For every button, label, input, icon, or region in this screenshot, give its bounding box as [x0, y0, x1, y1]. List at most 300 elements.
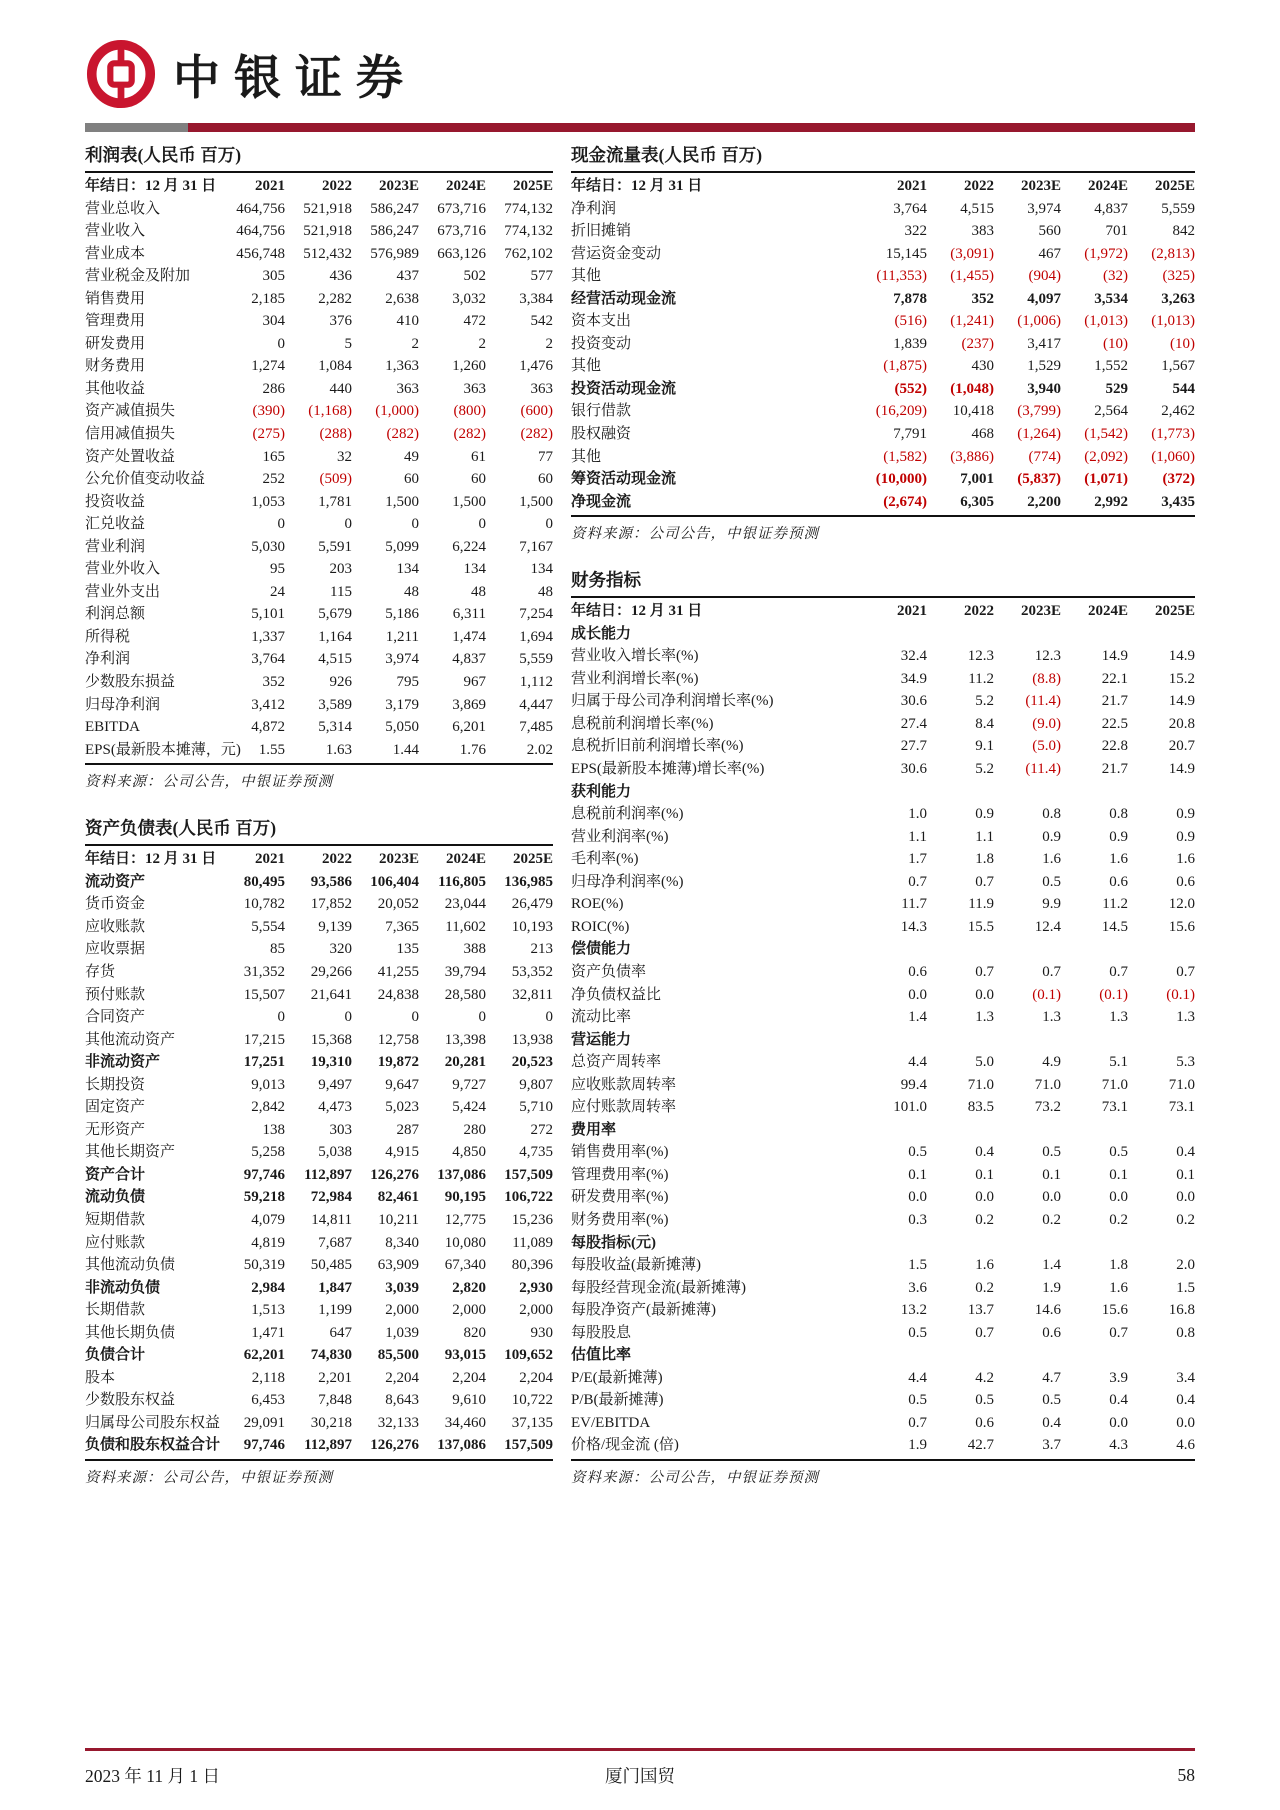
header-year: 2024E [1087, 603, 1128, 620]
row-value: 2,204 [519, 1369, 553, 1386]
row-value: 5.0 [975, 1054, 994, 1071]
row-value: 7,254 [519, 606, 553, 623]
row-value: 1,164 [318, 628, 352, 645]
row-value: (509) [319, 471, 352, 488]
row-value: 20,052 [377, 896, 419, 913]
row-value: 5,186 [385, 606, 419, 623]
row-value: 795 [396, 674, 419, 691]
row-value: 3,869 [452, 696, 486, 713]
header-year: 2025E [512, 178, 553, 194]
table-row [571, 645, 1195, 668]
row-value: 37,135 [511, 1414, 553, 1431]
row-value: 9,013 [251, 1076, 285, 1093]
row-value: 5.2 [975, 761, 994, 778]
report-date: 2023 年 11 月 1 日 [85, 1766, 220, 1786]
row-value: 134 [463, 561, 486, 578]
row-value: 0 [344, 516, 352, 533]
row-value: 20,523 [511, 1054, 553, 1071]
table-row [571, 310, 1195, 333]
row-value: 13,938 [511, 1031, 553, 1048]
row-value: 0.0 [1109, 1414, 1128, 1431]
row-value: 774,132 [504, 223, 553, 240]
table-row [571, 288, 1195, 311]
row-value: 60 [404, 471, 419, 488]
row-value: 2 [411, 335, 419, 352]
row-value: 17,852 [310, 896, 352, 913]
row-value: 71.0 [1034, 1076, 1061, 1093]
row-value: 1.44 [392, 741, 419, 758]
row-value: 287 [396, 1121, 419, 1138]
table-row [85, 558, 553, 581]
row-value: 50,319 [243, 1257, 285, 1274]
row-value: 305 [262, 268, 285, 285]
row-value: 0.5 [908, 1144, 927, 1161]
row-value: 436 [329, 268, 352, 285]
row-value: 0.1 [975, 1166, 994, 1183]
table-row [85, 1186, 553, 1209]
row-value: 774,132 [504, 200, 553, 217]
table-body [85, 871, 553, 1461]
row-value: 5,101 [251, 606, 285, 623]
row-label: 每股指标(元) [571, 1234, 656, 1251]
row-label: P/B(最新摊薄) [571, 1392, 664, 1409]
row-value: 3.9 [1109, 1369, 1128, 1386]
row-value: 7,485 [519, 719, 553, 736]
row-value: 7,791 [893, 426, 927, 443]
row-value: 0.4 [1042, 1414, 1061, 1431]
row-value: (1,048) [950, 380, 994, 397]
table-row [571, 355, 1195, 378]
row-value: 30,218 [310, 1414, 352, 1431]
row-label: 成长能力 [571, 625, 632, 642]
row-value: 80,396 [511, 1257, 553, 1274]
table-row [85, 671, 553, 694]
row-value: 842 [1172, 223, 1195, 240]
row-value: (1,241) [950, 313, 994, 330]
table-row [85, 916, 553, 939]
row-value: 12.4 [1034, 918, 1061, 935]
row-value: 388 [463, 941, 486, 958]
row-value: 0.2 [1042, 1211, 1061, 1228]
row-value: 0.1 [1176, 1166, 1195, 1183]
table-row [571, 961, 1195, 984]
header-label: 年结日：12 月 31 日 [85, 851, 217, 868]
table-row [85, 1051, 553, 1074]
row-label: 应收账款周转率 [571, 1076, 677, 1093]
row-value: 464,756 [236, 200, 285, 217]
row-value: 5,023 [385, 1099, 419, 1116]
row-value: 1.1 [975, 828, 994, 845]
row-value: 456,748 [236, 245, 285, 262]
row-label: 流动资产 [85, 873, 146, 890]
boc-emblem-icon [85, 38, 157, 110]
row-label: 利润总额 [85, 606, 146, 623]
row-value: (1,013) [1151, 313, 1195, 330]
row-value: 14.6 [1034, 1302, 1061, 1319]
table-row [571, 1367, 1195, 1390]
row-value: 0 [277, 335, 285, 352]
row-value: 1,781 [318, 493, 352, 510]
table-body [571, 198, 1195, 518]
section-row [571, 1119, 1195, 1142]
row-value: 529 [1105, 380, 1128, 397]
row-value: 15,368 [310, 1031, 352, 1048]
row-label: 固定资产 [85, 1099, 146, 1116]
row-value: 80,495 [243, 873, 285, 890]
row-value: 4,473 [318, 1099, 352, 1116]
table-row [85, 355, 553, 378]
row-value: 19,872 [377, 1054, 419, 1071]
row-value: 137,086 [437, 1166, 486, 1183]
left-column [85, 141, 553, 1510]
row-value: (11.4) [1025, 693, 1061, 710]
row-value: (372) [1162, 471, 1195, 488]
row-value: 0.0 [1042, 1189, 1061, 1206]
row-value: (282) [520, 426, 553, 443]
header-year: 2021 [897, 178, 927, 194]
balance-sheet-table [85, 814, 553, 1487]
row-label: 总资产周转率 [571, 1054, 662, 1071]
row-label: 偿债能力 [571, 941, 632, 958]
table-row [85, 288, 553, 311]
row-value: (1,071) [1084, 471, 1128, 488]
row-value: 967 [463, 674, 486, 691]
table-row [85, 536, 553, 559]
row-value: 90,195 [444, 1189, 486, 1206]
row-value: (5.0) [1032, 738, 1061, 755]
row-label: 非流动资产 [85, 1054, 161, 1071]
row-value: (288) [319, 426, 352, 443]
table-row [85, 1254, 553, 1277]
row-value: 85 [270, 941, 285, 958]
row-value: 0 [277, 516, 285, 533]
row-value: (11,353) [876, 268, 927, 285]
row-label: 资产减值损失 [85, 403, 176, 420]
row-label: 营运资金变动 [571, 245, 662, 262]
row-label: 每股股息 [571, 1324, 632, 1341]
table-row [571, 378, 1195, 401]
row-value: 0.5 [975, 1392, 994, 1409]
row-value: 0.6 [1042, 1324, 1061, 1341]
section-row [571, 938, 1195, 961]
row-label: 财务费用 [85, 358, 146, 375]
row-value: 673,716 [437, 200, 486, 217]
row-value: 157,509 [504, 1437, 553, 1454]
row-value: (0.1) [1166, 986, 1195, 1003]
row-label: 应付账款 [85, 1234, 146, 1251]
row-value: 376 [329, 313, 352, 330]
row-value: 663,126 [437, 245, 486, 262]
row-value: 0 [545, 1009, 553, 1026]
section-row [571, 1232, 1195, 1255]
row-value: 4,915 [385, 1144, 419, 1161]
row-value: 5,710 [519, 1099, 553, 1116]
row-value: (774) [1028, 448, 1061, 465]
row-value: 39,794 [444, 963, 486, 980]
row-value: 126,276 [370, 1437, 419, 1454]
row-value: 2,000 [452, 1302, 486, 1319]
table-row [571, 803, 1195, 826]
row-value: 0.5 [1042, 873, 1061, 890]
table-row [571, 265, 1195, 288]
row-value: 7,167 [519, 538, 553, 555]
row-value: 7,878 [893, 290, 927, 307]
row-value: 1,363 [385, 358, 419, 375]
row-value: 10,080 [444, 1234, 486, 1251]
row-value: 115 [330, 583, 352, 600]
row-label: 净负债权益比 [571, 986, 662, 1003]
row-value: 95 [270, 561, 285, 578]
table-row [85, 265, 553, 288]
row-value: 20.7 [1168, 738, 1195, 755]
row-value: 0.2 [1109, 1211, 1128, 1228]
row-value: 0.0 [1176, 1414, 1195, 1431]
table-row [85, 739, 553, 762]
table-row [85, 1029, 553, 1052]
row-value: 15.6 [1101, 1302, 1128, 1319]
company-name: 厦门国贸 [605, 1766, 675, 1786]
row-value: 22.5 [1101, 715, 1128, 732]
row-value: 363 [396, 380, 419, 397]
row-value: 3,435 [1161, 493, 1195, 510]
row-value: 577 [530, 268, 553, 285]
row-value: 12.0 [1168, 896, 1195, 913]
row-value: 4.7 [1042, 1369, 1061, 1386]
row-label: EPS(最新股本摊薄，元) [85, 741, 241, 758]
financial-indicators-table [571, 566, 1195, 1487]
row-value: 0.9 [1176, 806, 1195, 823]
report-header [85, 36, 1195, 132]
row-value: 97,746 [243, 1166, 285, 1183]
row-value: 701 [1105, 223, 1128, 240]
row-value: 9,610 [452, 1392, 486, 1409]
table-row [85, 1367, 553, 1390]
row-label: 少数股东权益 [85, 1392, 176, 1409]
row-value: (904) [1028, 268, 1061, 285]
table-row [85, 378, 553, 401]
source-note: 资料来源：公司公告，中银证券预测 [85, 1469, 333, 1486]
row-value: 1,260 [452, 358, 486, 375]
row-value: 13,398 [444, 1031, 486, 1048]
row-value: 12,775 [444, 1211, 486, 1228]
row-value: 0.0 [975, 986, 994, 1003]
row-value: 2,930 [519, 1279, 553, 1296]
table-row [85, 871, 553, 894]
row-value: 6,201 [452, 719, 486, 736]
table-row [85, 333, 553, 356]
table-row [571, 713, 1195, 736]
row-value: 8,643 [385, 1392, 419, 1409]
row-value: 3,534 [1094, 290, 1128, 307]
row-value: 3,589 [318, 696, 352, 713]
row-value: 521,918 [303, 200, 352, 217]
row-value: 0.7 [975, 873, 994, 890]
row-value: 502 [463, 268, 486, 285]
row-label: 投资收益 [85, 493, 146, 510]
row-value: 1,500 [385, 493, 419, 510]
row-value: 11,089 [512, 1234, 553, 1251]
table-row [85, 1434, 553, 1457]
table-row [571, 220, 1195, 243]
row-value: 7,687 [318, 1234, 352, 1251]
header-year: 2023E [1020, 603, 1061, 620]
row-label: 其他 [571, 358, 602, 375]
row-value: (1,264) [1017, 426, 1061, 443]
row-value: 24,838 [377, 986, 419, 1003]
row-value: 0.7 [1176, 963, 1195, 980]
row-value: 3,412 [251, 696, 285, 713]
row-value: 0.7 [975, 1324, 994, 1341]
row-label: 流动比率 [571, 1009, 632, 1026]
table-row [85, 1299, 553, 1322]
table-row [85, 1209, 553, 1232]
table-row [571, 668, 1195, 691]
row-value: 3,384 [519, 290, 553, 307]
row-value: 2,282 [318, 290, 352, 307]
row-value: 7,365 [385, 918, 419, 935]
table-header-row [571, 598, 1195, 623]
row-value: 0.2 [975, 1279, 994, 1296]
table-row [85, 423, 553, 446]
table-row [85, 961, 553, 984]
header-year: 2025E [1154, 603, 1195, 620]
row-value: 134 [396, 561, 419, 578]
table-row [85, 513, 553, 536]
row-label: 净利润 [571, 200, 617, 217]
row-value: 1.8 [975, 851, 994, 868]
row-value: 53,352 [511, 963, 553, 980]
row-value: 49 [404, 448, 419, 465]
row-value: 2,638 [385, 290, 419, 307]
row-value: 576,989 [370, 245, 419, 262]
header-year: 2024E [445, 178, 486, 194]
row-label: 营业利润 [85, 538, 146, 555]
row-value: 673,716 [437, 223, 486, 240]
row-label: 股权融资 [571, 426, 632, 443]
row-value: 2,000 [519, 1302, 553, 1319]
row-value: 0 [545, 516, 553, 533]
row-value: 286 [262, 380, 285, 397]
row-value: 1.8 [1109, 1257, 1128, 1274]
row-value: 2,462 [1161, 403, 1195, 420]
brand-name: 中银证券 [173, 52, 417, 105]
row-value: 165 [262, 448, 285, 465]
row-value: 42.7 [967, 1437, 994, 1454]
row-value: 1,471 [251, 1324, 285, 1341]
row-label: 费用率 [571, 1121, 617, 1138]
table-row [85, 1277, 553, 1300]
row-value: 41,255 [377, 963, 419, 980]
page-footer [85, 1748, 1195, 1788]
row-label: 营业外收入 [85, 561, 161, 578]
row-value: 126,276 [370, 1166, 419, 1183]
row-value: 468 [971, 426, 994, 443]
row-value: 2 [478, 335, 486, 352]
row-value: 82,461 [377, 1189, 419, 1206]
row-value: (1,013) [1084, 313, 1128, 330]
row-value: 10,418 [952, 403, 994, 420]
row-value: 440 [329, 380, 352, 397]
row-label: 其他 [571, 268, 602, 285]
header-year: 2025E [512, 851, 553, 868]
row-value: 430 [971, 358, 994, 375]
header-year: 2023E [1020, 178, 1061, 194]
row-value: 1.9 [1042, 1279, 1061, 1296]
row-value: 762,102 [504, 245, 553, 262]
row-label: 流动负债 [85, 1189, 146, 1206]
row-value: 1.6 [1109, 851, 1128, 868]
row-value: 0.2 [975, 1211, 994, 1228]
row-value: (600) [520, 403, 553, 420]
row-value: 1,053 [251, 493, 285, 510]
table-row [571, 916, 1195, 939]
header-year: 2024E [1087, 178, 1128, 194]
row-value: 2,984 [251, 1279, 285, 1296]
table-row [571, 1006, 1195, 1029]
row-value: 272 [530, 1121, 553, 1138]
row-label: 其他收益 [85, 380, 146, 397]
row-value: 0 [411, 516, 419, 533]
row-value: 1.6 [1042, 851, 1061, 868]
row-value: 4,735 [519, 1144, 553, 1161]
row-value: (3,091) [950, 245, 994, 262]
table-row [571, 400, 1195, 423]
table-title: 利润表(人民币 百万) [85, 141, 553, 173]
row-value: 0.8 [1109, 806, 1128, 823]
row-value: 2,204 [452, 1369, 486, 1386]
table-row [85, 310, 553, 333]
row-value: 0.4 [975, 1144, 994, 1161]
row-label: 其他长期资产 [85, 1144, 176, 1161]
header-year: 2021 [255, 178, 285, 194]
row-value: 11.9 [968, 896, 994, 913]
table-body [85, 198, 553, 766]
row-value: 4,850 [452, 1144, 486, 1161]
row-label: 其他流动资产 [85, 1031, 176, 1048]
row-value: 5,314 [318, 719, 352, 736]
row-value: 1,476 [519, 358, 553, 375]
table-row [571, 1434, 1195, 1457]
row-value: 27.7 [900, 738, 927, 755]
row-label: 获利能力 [571, 783, 632, 800]
table-row [85, 491, 553, 514]
row-label: 净现金流 [571, 493, 632, 510]
row-value: 71.0 [1101, 1076, 1128, 1093]
row-value: 3,764 [893, 200, 927, 217]
row-label: 每股经营现金流(最新摊薄) [571, 1279, 746, 1296]
row-value: 0.1 [908, 1166, 927, 1183]
table-row [85, 1096, 553, 1119]
row-label: 长期投资 [85, 1076, 146, 1093]
header-year: 2025E [1154, 178, 1195, 194]
table-title: 现金流量表(人民币 百万) [571, 141, 1195, 173]
row-label: 股本 [85, 1369, 116, 1386]
table-row [85, 1164, 553, 1187]
row-value: (1,060) [1151, 448, 1195, 465]
row-value: 22.1 [1101, 670, 1128, 687]
row-value: 1,337 [251, 628, 285, 645]
report-body [85, 141, 1195, 1510]
row-value: 16.8 [1168, 1302, 1195, 1319]
row-value: 1.3 [975, 1009, 994, 1026]
table-row [571, 1254, 1195, 1277]
row-value: 5.3 [1176, 1054, 1195, 1071]
row-value: (1,000) [375, 403, 419, 420]
table-row [85, 220, 553, 243]
row-value: 63,909 [377, 1257, 419, 1274]
row-value: 0.8 [1176, 1324, 1195, 1341]
header-year: 2023E [378, 178, 419, 194]
